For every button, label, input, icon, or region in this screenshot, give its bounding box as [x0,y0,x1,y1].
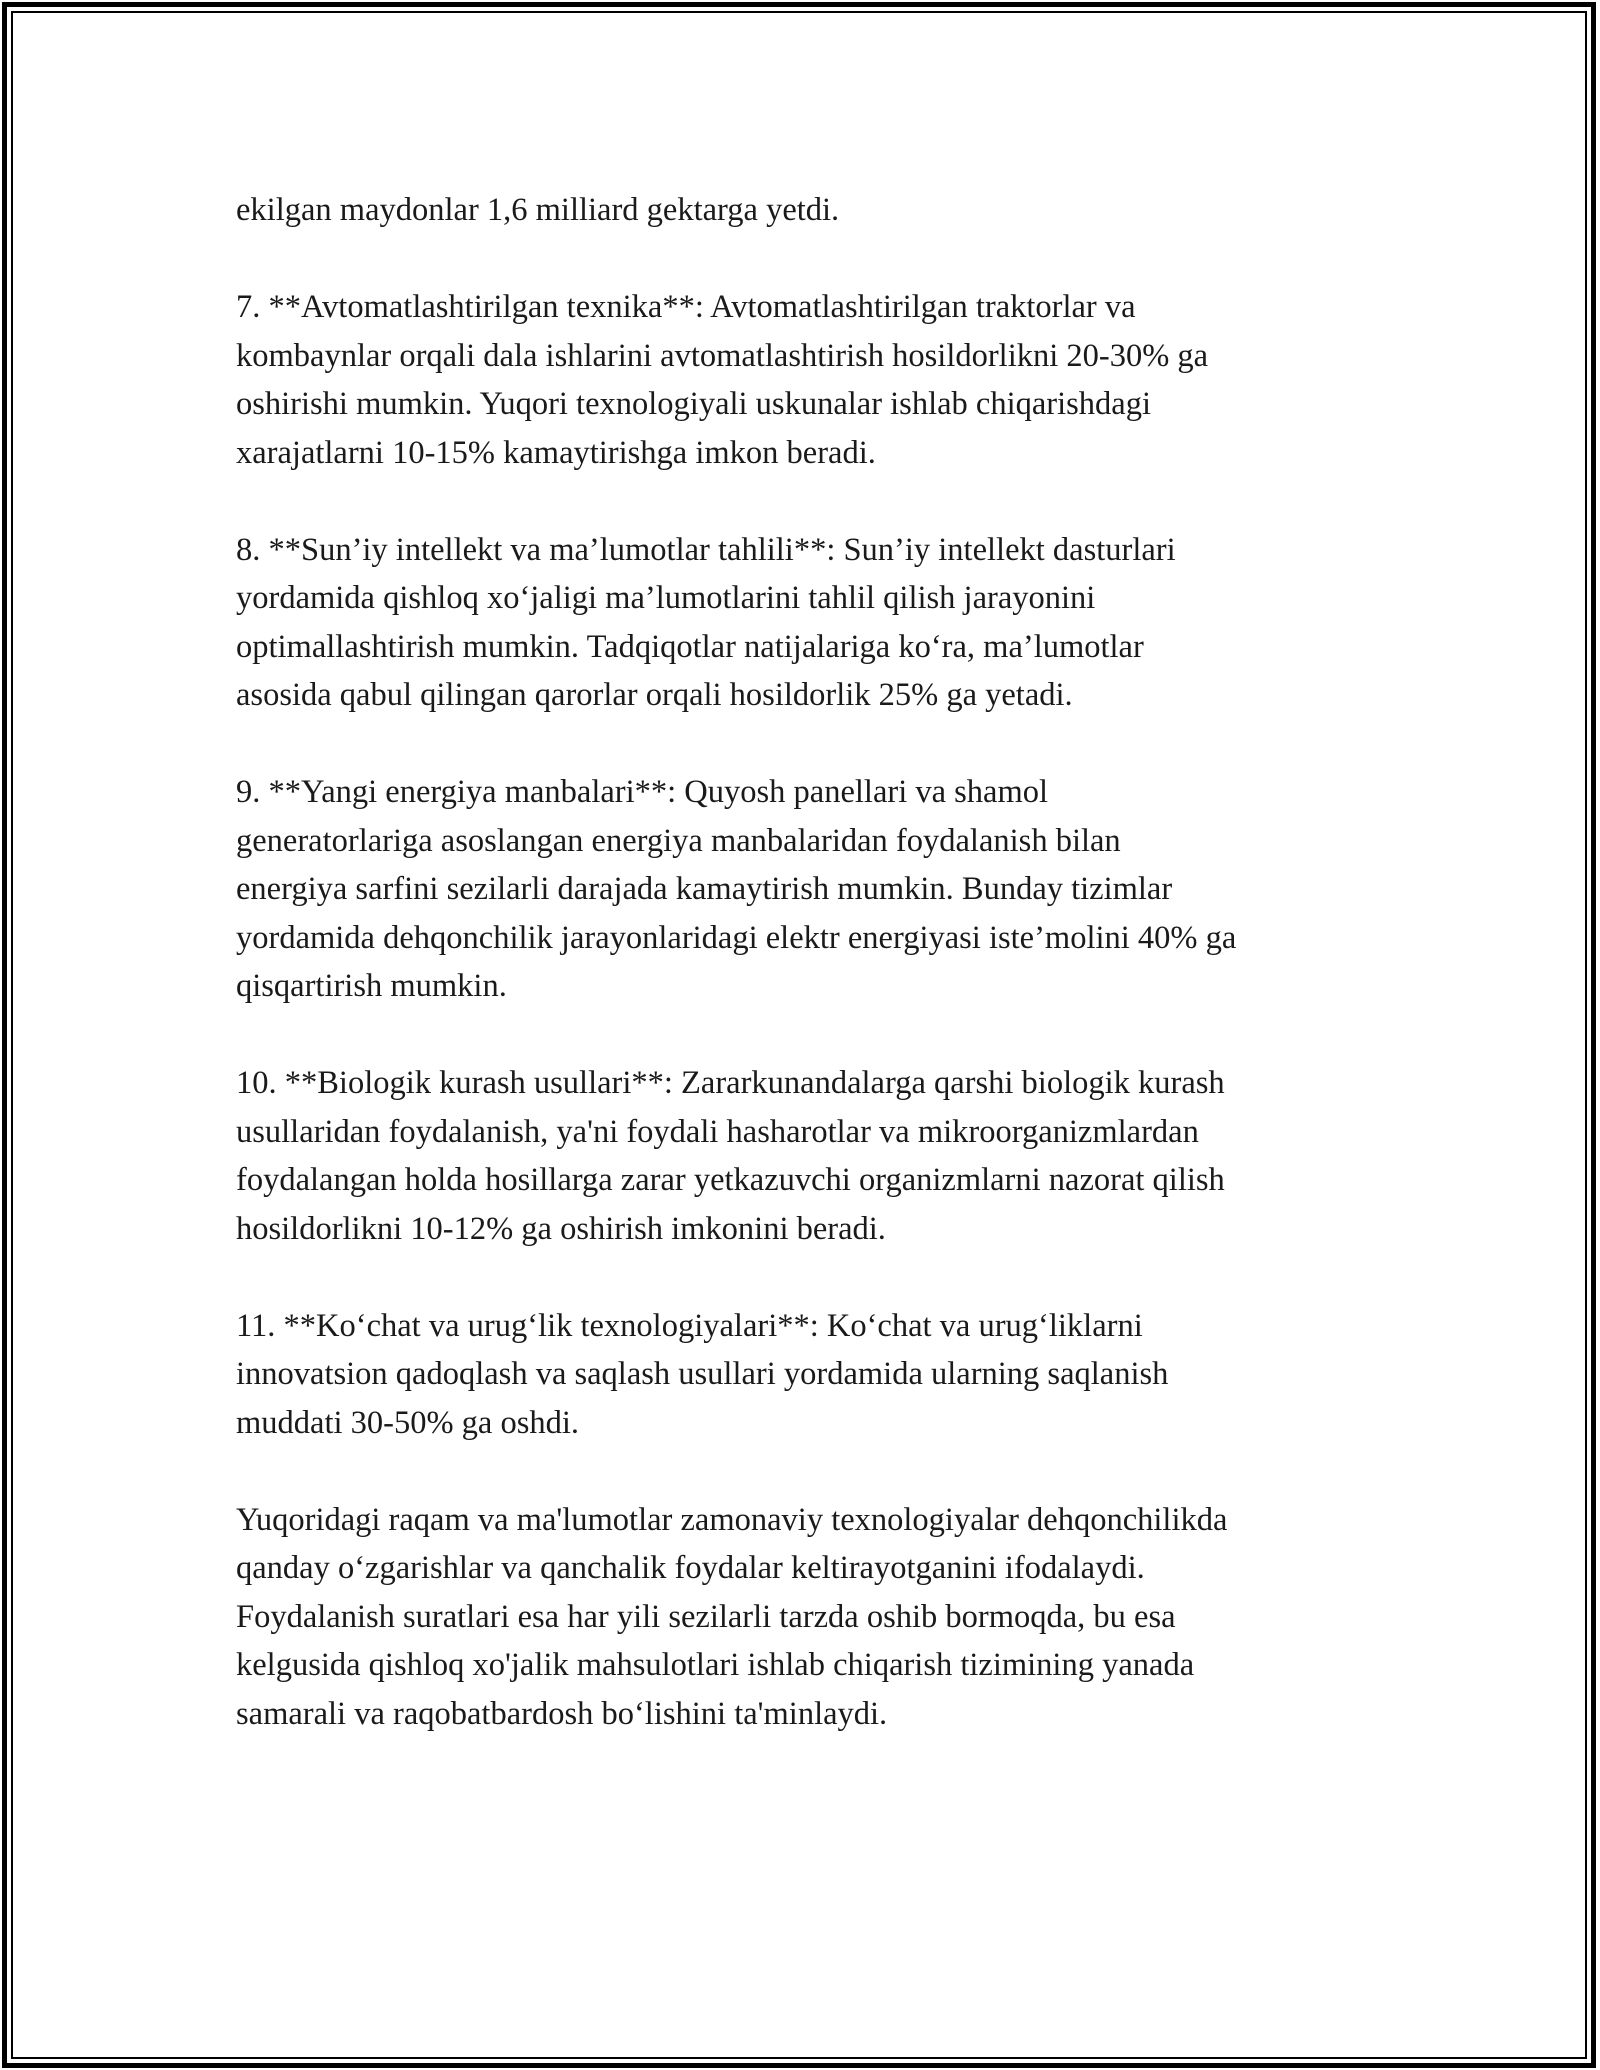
paragraph-item-8 [236,526,1386,720]
text-line: 8. **Sun’iy intellekt va ma’lumotlar tahlili**: Sun’iy intellekt dasturlari [236,531,1176,568]
text-line: Yuqoridagi raqam va ma'lumotlar zamonaviy texnologiyalar dehqonchilikda [236,1501,1228,1538]
text-line: oshirishi mumkin. Yuqori texnologiyali uskunalar ishlab chiqarishdagi [236,386,1151,422]
document-body [236,186,1386,1787]
text-line: generatorlariga asoslangan energiya manbalaridan foydalanish bilan [236,822,1121,859]
text-line: yordamida qishloq xo‘jaligi ma’lumotlarini tahlil qilish jarayonini [236,580,1096,616]
text-line: 11. **Ko‘chat va urug‘lik texnologiyalari**: Ko‘chat va urug‘liklarni [236,1307,1143,1344]
text-line: qanday o‘zgarishlar va qanchalik foydalar keltirayotganini ifodalaydi. [236,1550,1145,1586]
text-line: kombaynlar orqali dala ishlarini avtomatlashtirish hosildorlikni 20-30% ga [236,337,1209,374]
text-line: hosildorlikni 10-12% ga oshirish imkonini beradi. [236,1210,886,1247]
text-line: muddati 30-50% ga oshdi. [236,1404,580,1441]
text-line: 10. **Biologik kurash usullari**: Zararkunandalarga qarshi biologik kurash [236,1065,1225,1101]
paragraph-intro-fragment [236,186,1386,235]
text-line: asosida qabul qilingan qarorlar orqali hosildorlik 25% ga yetadi. [236,677,1073,713]
paragraph-conclusion [236,1496,1386,1739]
text-line: innovatsion qadoqlash va saqlash usullari yordamida ularning saqlanish [236,1356,1169,1392]
paragraph-item-10 [236,1059,1386,1253]
text-line: xarajatlarni 10-15% kamaytirishga imkon beradi. [236,434,876,471]
paragraph-item-7 [236,283,1386,477]
text-line: optimallashtirish mumkin. Tadqiqotlar natijalariga ko‘ra, ma’lumotlar [236,628,1144,665]
text-line: yordamida dehqonchilik jarayonlaridagi elektr energiyasi iste’molini 40% ga [236,919,1237,956]
text-line: kelgusida qishloq xo'jalik mahsulotlari ishlab chiqarish tizimining yanada [236,1647,1195,1683]
text-line: Foydalanish suratlari esa har yili sezilarli tarzda oshib bormoqda, bu esa [236,1598,1176,1635]
text-line: samarali va raqobatbardosh bo‘lishini ta'minlaydi. [236,1695,888,1732]
text-line: qisqartirish mumkin. [236,968,507,1004]
text-line: ekilgan maydonlar 1,6 milliard gektarga yetdi. [236,192,840,228]
text-line: 9. **Yangi energiya manbalari**: Quyosh panellari va shamol [236,774,1049,810]
text-line: foydalangan holda hosillarga zarar yetkazuvchi organizmlarni nazorat qilish [236,1162,1225,1198]
text-line: usullaridan foydalanish, ya'ni foydali hasharotlar va mikroorganizmlardan [236,1113,1199,1150]
text-line: energiya sarfini sezilarli darajada kamaytirish mumkin. Bunday tizimlar [236,871,1173,907]
paragraph-item-9 [236,768,1386,1011]
text-line: 7. **Avtomatlashtirilgan texnika**: Avtomatlashtirilgan traktorlar va [236,289,1136,325]
paragraph-item-11 [236,1302,1386,1448]
